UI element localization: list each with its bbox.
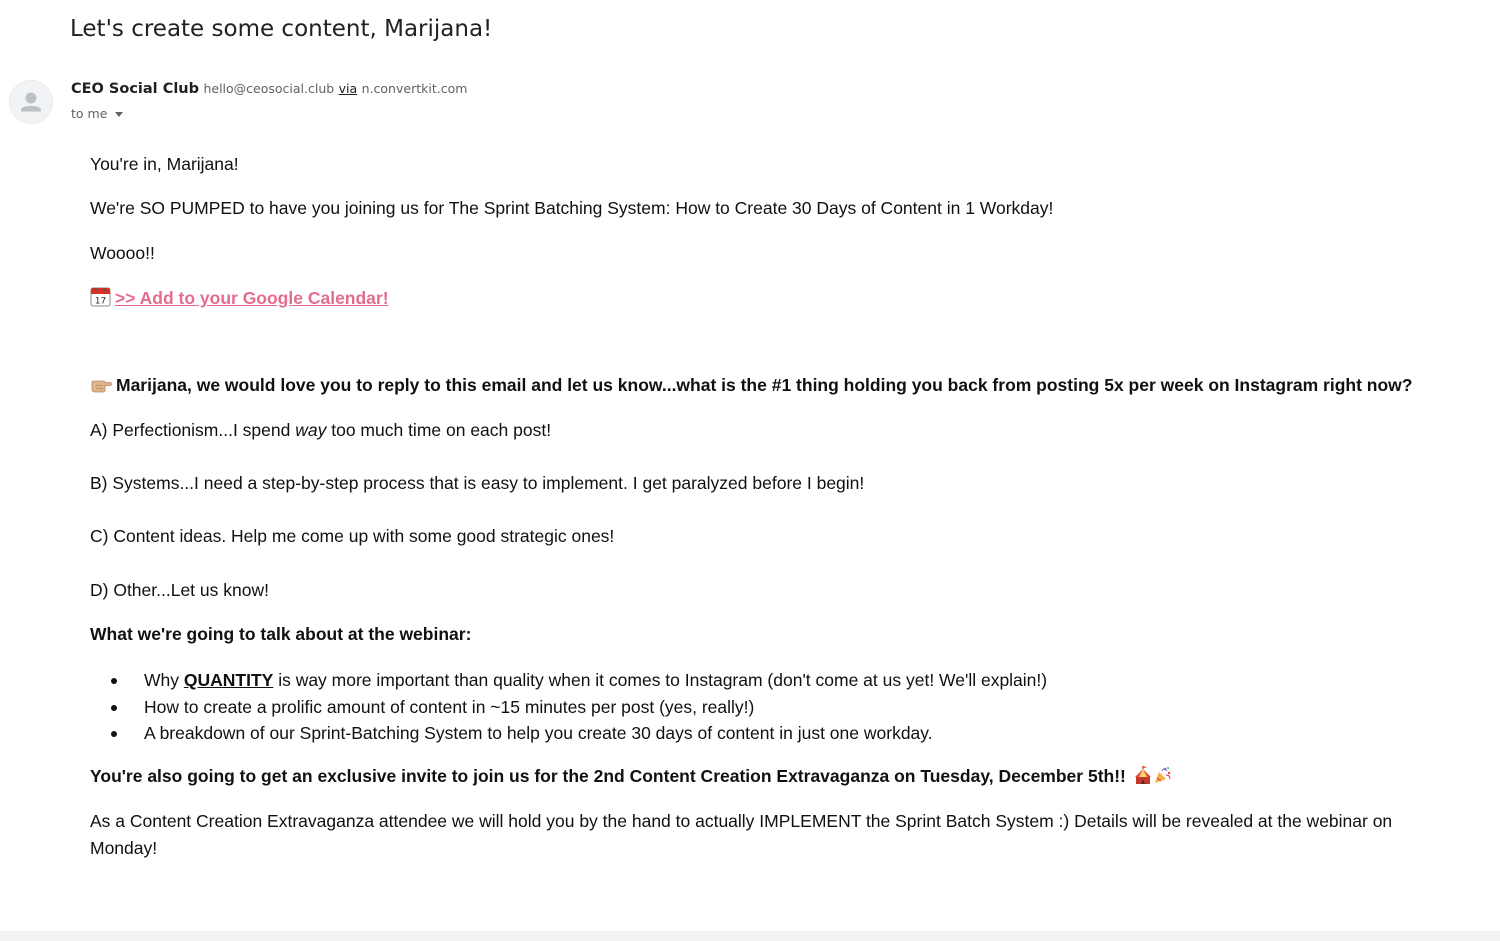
svg-text:17: 17	[94, 296, 107, 307]
option-b-text: B) Systems...I need a step-by-step process that is easy to implement. I get paralyzed before I begin!	[90, 473, 865, 493]
bullet-1-text-end: is way more important than quality when it comes to Instagram (don't come at us yet! We'll explain!)	[273, 670, 1048, 690]
option-a-line	[90, 419, 551, 441]
webinar-heading: What we're going to talk about at the webinar:	[90, 624, 472, 644]
closing-text: As a Content Creation Extravaganza attendee we will hold you by the hand to actually IMPLEMENT the Sprint Batch System :) Details will be revealed at the webinar on Monday!	[90, 811, 1393, 858]
party-popper-emoji-icon	[1153, 765, 1173, 790]
option-d-text: D) Other...Let us know!	[90, 580, 269, 600]
reply-toolbar-area	[0, 931, 1500, 941]
greeting-text: You're in, Marijana!	[90, 154, 239, 174]
sender-name[interactable]: CEO Social Club	[71, 81, 200, 97]
calendar-emoji-icon	[90, 286, 111, 312]
recipient-details-toggle[interactable]	[71, 106, 123, 121]
sender-line	[71, 81, 467, 97]
question-line	[90, 374, 1412, 399]
option-a-text: A) Perfectionism...I spend	[90, 420, 296, 440]
recipient-label: to me	[71, 106, 108, 121]
option-c-text: C) Content ideas. Help me come up with some good strategic ones!	[90, 526, 615, 546]
calendar-line	[90, 286, 389, 312]
option-a-text-end: too much time on each post!	[326, 420, 552, 440]
via-link[interactable]: via	[338, 81, 358, 96]
quantity-emphasis: QUANTITY	[183, 670, 274, 690]
sender-avatar[interactable]	[9, 80, 53, 124]
person-avatar-icon	[10, 81, 52, 123]
pumped-text: We're SO PUMPED to have you joining us for The Sprint Batching System: How to Create 30 Days of Content in 1 Workday!	[90, 198, 1054, 218]
circus-tent-emoji-icon	[1133, 765, 1153, 790]
pointing-hand-emoji-icon	[90, 376, 112, 399]
bullet-1-text: Why	[144, 670, 184, 690]
list-item: How to create a prolific amount of content in ~15 minutes per post (yes, really!)	[90, 694, 1047, 721]
invite-line	[90, 765, 1173, 790]
sender-email: hello@ceosocial.club	[203, 81, 335, 96]
option-a-emphasis: way	[295, 420, 327, 440]
question-text: Marijana, we would love you to reply to this email and let us know...what is the #1 thing holding you back from posting 5x per week on Instagram right now?	[116, 375, 1413, 395]
email-subject: Let's create some content, Marijana!	[70, 16, 493, 42]
webinar-topics-list	[90, 667, 1047, 747]
via-domain: n.convertkit.com	[361, 81, 468, 96]
invite-text: You're also going to get an exclusive invite to join us for the 2nd Content Creation Extravaganza on Tuesday, December 5th!!	[90, 766, 1126, 786]
woo-text: Woooo!!	[90, 243, 155, 263]
chevron-down-icon[interactable]	[115, 112, 123, 117]
add-to-calendar-link[interactable]: >> Add to your Google Calendar!	[115, 288, 389, 308]
list-item	[90, 667, 1047, 694]
list-item: A breakdown of our Sprint-Batching System to help you create 30 days of content in just one workday.	[90, 720, 1047, 747]
